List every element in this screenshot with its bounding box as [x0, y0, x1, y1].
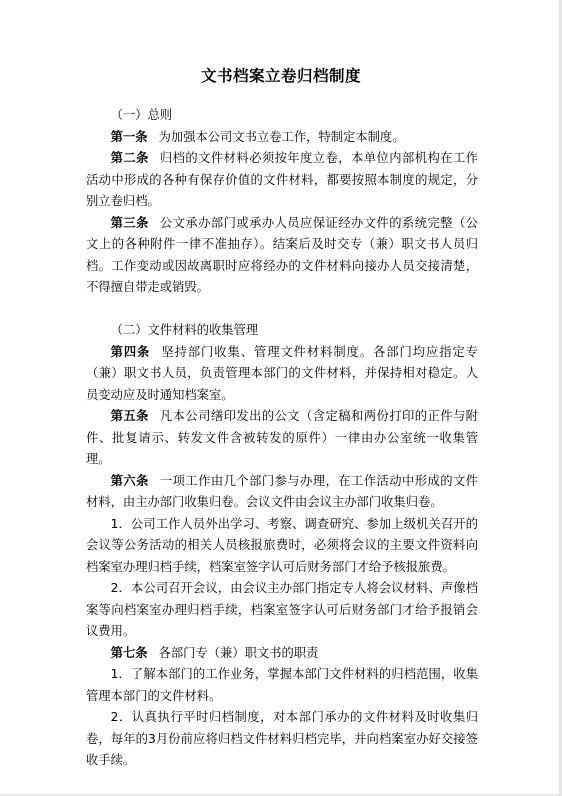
section-heading-collection: （二）文件材料的收集管理 [110, 323, 259, 337]
article-3-text: 公文承办部门或承办人员应保证经办文件的系统完整（公文上的各种附件一律不准抽存）。结案后及时交专（兼）职文书人员归档。工作变动或因故离职时应将经办的文件材料向接办人员交接清楚，不得擅自带走或销毁。 [86, 215, 478, 294]
article-6 [86, 471, 478, 514]
article-3-label: 第三条 [110, 215, 149, 230]
document-title: 文书档案立卷归档制度 [200, 67, 361, 85]
article-2-text: 归档的文件材料必须按年度立卷，本单位内部机构在工作活动中形成的各种有保存价值的文件材料，都要按照本制度的规定，分别立卷归档。 [86, 151, 478, 208]
article-6-label: 第六条 [110, 473, 149, 488]
article-1 [86, 127, 478, 149]
article-6-item-1: 1．公司工作人员外出学习、考察、调查研究、参加上级机关召开的会议等公务活动的相关人员核报旅费时，必须将会议的主要文件资料向档案室办理归档手续，档案室签字认可后财务部门才给予核报旅费。 [86, 516, 478, 574]
document-body [86, 105, 478, 772]
article-7-label: 第七条 [110, 645, 148, 660]
article-4 [86, 342, 478, 407]
article-7-item-2: 2．认真执行平时归档制度，对本部门承办的文件材料及时收集归卷，每年的3月份前应将归档文件材料归档完毕，并向档案室办好交接签收手续。 [86, 710, 478, 767]
article-7-text: 各部门专（兼）职文书的职责 [158, 645, 319, 660]
article-2 [86, 148, 478, 213]
article-5-text: 凡本公司缮印发出的公文（含定稿和两份打印的正件与附件、批复请示、转发文件含被转发的原件）一律由办公室统一收集管理。 [86, 409, 478, 466]
article-4-text: 坚持部门收集、管理文件材料制度。各部门均应指定专（兼）职文书人员，负责管理本部门的文件材料，并保持相对稳定。人员变动应及时通知档案室。 [86, 344, 478, 402]
article-1-text: 为加强本公司文书立卷工作，特制定本制度。 [158, 129, 405, 144]
article-3 [86, 213, 478, 299]
section-spacer [86, 299, 478, 321]
article-1-label: 第一条 [110, 129, 148, 144]
article-5 [86, 406, 478, 471]
section-heading-general: （一）总则 [110, 108, 173, 122]
article-7 [86, 643, 478, 665]
article-5-label: 第五条 [110, 409, 149, 423]
article-2-label: 第二条 [110, 151, 149, 165]
article-7-item-1: 1．了解本部门的工作业务，掌握本部门文件材料的归档范围，收集管理本部门的文件材料。 [86, 667, 478, 703]
article-4-label: 第四条 [110, 344, 151, 359]
article-6-item-2: 2．本公司召开会议，由会议主办部门指定专人将会议材料、声像档案等向档案室办理归档手续，档案室签字认可后财务部门才给予报销会议费用。 [86, 581, 478, 638]
article-6-text: 一项工作由几个部门参与办理，在工作活动中形成的文件材料，由主办部门收集归卷。会议文件由会议主办部门收集归卷。 [86, 473, 478, 509]
